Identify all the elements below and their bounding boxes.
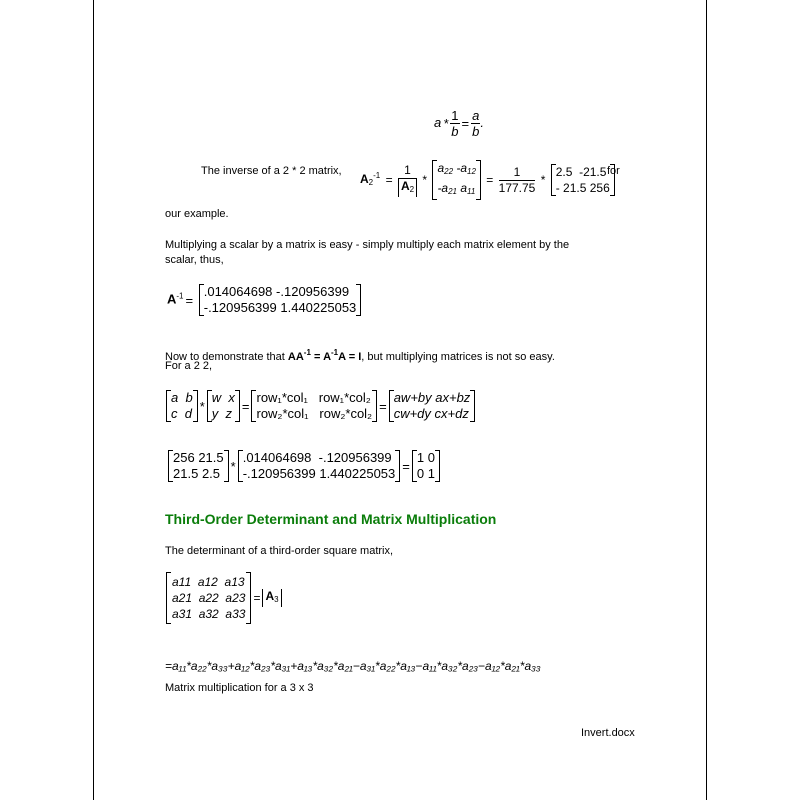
for-text: for	[607, 165, 620, 177]
matrix-multiplication-2x2: a b c d * w x y z = row₁*col₁ row₁*col₂ row₂*col₁ row₂*col₂ = aw+by ax+bz cw+dy cx+dz	[166, 390, 475, 422]
third-order-determinant: a11 a12 a13 a21 a22 a23 a31 a32 a33 = $A_3$	[166, 572, 282, 624]
scalar-fraction-equation: a * $\frac{1}{b}$ = $\frac{a}{b}$ .	[434, 108, 484, 139]
scalar-paragraph-line2: scalar, thus,	[165, 254, 224, 266]
demonstrate-text: Now to demonstrate that $AA^{-1} = A^{-1}A = I$, but multiplying matrices is not so easy.	[165, 348, 555, 363]
det-row-2: a21 a22 a23	[172, 591, 246, 605]
matrix-mult-3x3-text: Matrix multiplication for a 3 x 3	[165, 682, 314, 694]
det-row-1: a11 a12 a13	[172, 575, 245, 589]
a-inverse-matrix-equation: $A^{-1}$ = .014064698 -.120956399 -.120956399 1.440225053	[167, 284, 361, 316]
inverse-2x2-equation: $A_2^{-1}$ = $\frac{1}{A_2}$ * $a_{22}$ $-a_{12}$ $-a_{21}$ $a_{11}$ = $\frac{1}{177.75}$ * 2.5 -21.5 - 21.5 256	[360, 160, 615, 200]
our-example-text: our example.	[165, 208, 229, 220]
footer-filename: Invert.docx	[581, 727, 635, 739]
determinant-expansion: =a₁₁*a₂₂*a₃₃+a₁₂*a₂₃*a₃₁+a₁₃*a₃₂*a₂₁−a₃₁*a₂₂*a₁₃−a₁₁*a₃₂*a₂₃−a₁₂*a₂₁*a₃₃	[165, 659, 541, 673]
scalar-paragraph-line1: Multiplying a scalar by a matrix is easy - simply multiply each matrix element by the	[165, 239, 570, 251]
det-row-3: a31 a32 a33	[172, 607, 246, 621]
inverse-intro-text: The inverse of a 2 * 2 matrix,	[201, 165, 342, 177]
identity-check-equation: 256 21.5 21.5 2.5 * .014064698 -.120956399 -.120956399 1.440225053 = 1 0 0 1	[168, 450, 440, 482]
determinant-intro-text: The determinant of a third-order square matrix,	[165, 545, 394, 557]
section-heading: Third-Order Determinant and Matrix Multiplication	[165, 511, 497, 527]
for-a-2x2-text: For a 2 2,	[165, 360, 213, 372]
